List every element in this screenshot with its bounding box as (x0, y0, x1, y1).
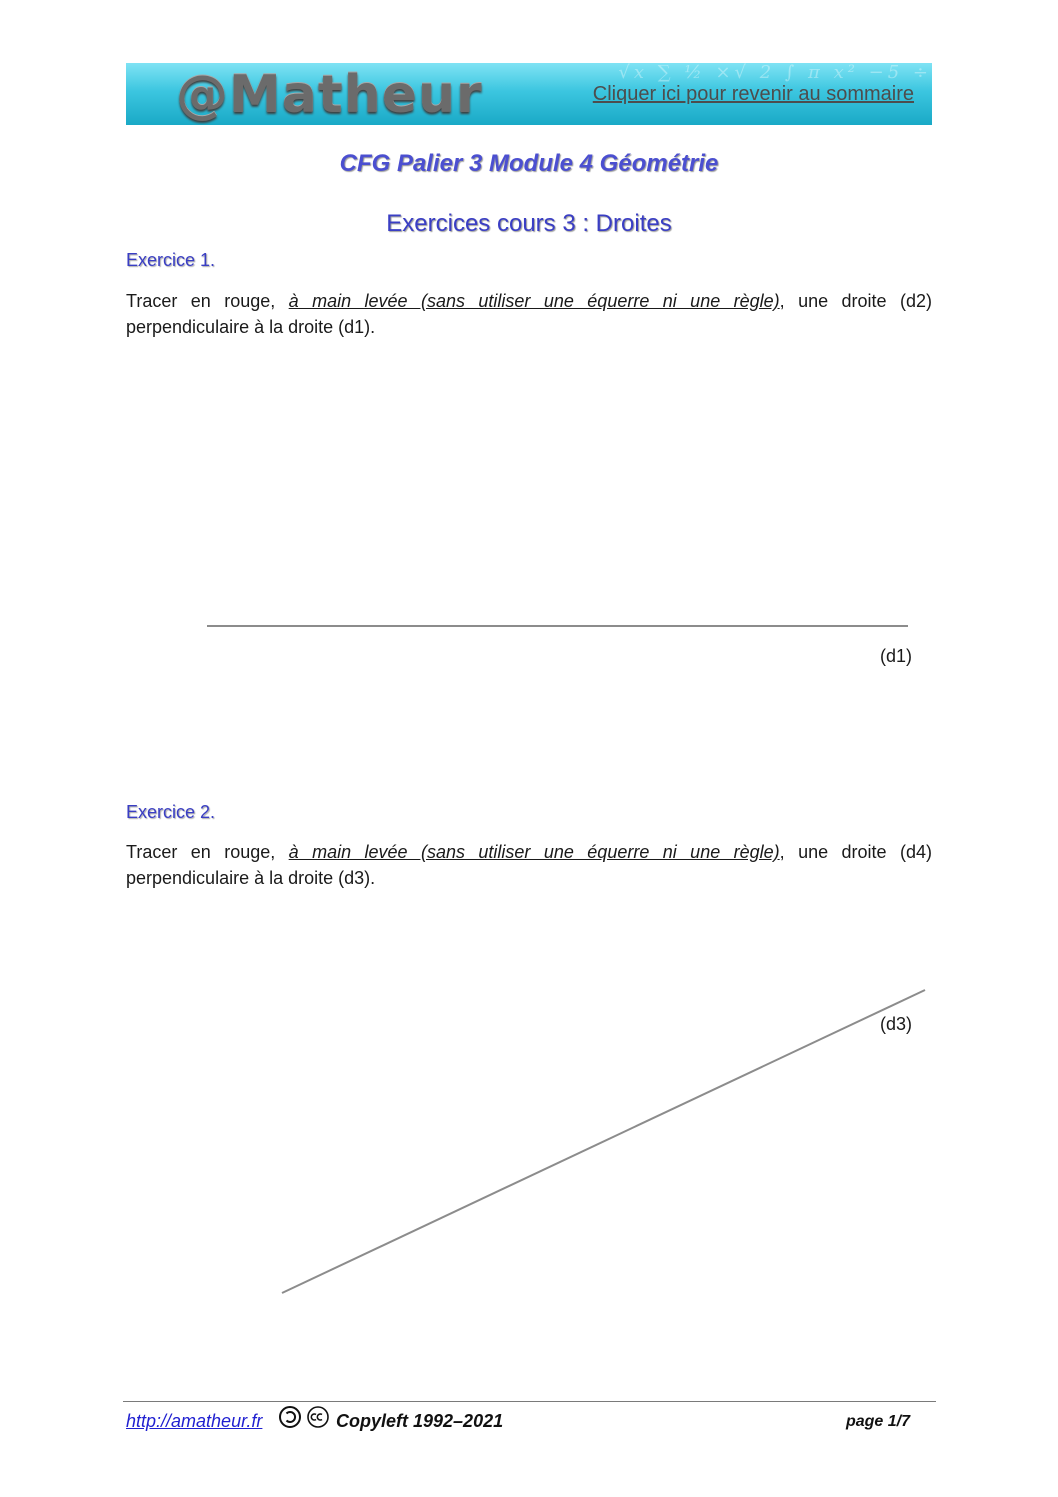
line-d3-label: (d3) (880, 1014, 913, 1034)
page-subtitle: Exercices cours 3 : Droites (386, 210, 672, 237)
copyleft-text: Copyleft 1992–2021 (336, 1411, 504, 1431)
creative-commons-icon (308, 1407, 328, 1427)
exercise-2-heading: Exercice 2. (126, 802, 216, 822)
exercise-1-text-end: , une droite (d2) perpendiculaire à la droite (d1). (126, 291, 932, 337)
back-to-summary-link[interactable]: Cliquer ici pour revenir au sommaire (592, 83, 914, 105)
exercise-1-text-start: Tracer en rouge, (126, 291, 289, 311)
banner-math-decoration: √x ∑ ½ ×√ 2 ∫ π x² −5 ÷ (618, 63, 932, 83)
page-number: page 1/7 (845, 1413, 910, 1430)
exercise-1-heading: Exercice 1. (126, 250, 216, 270)
footer-divider (123, 1401, 936, 1402)
exercise-1-text-emphasis: à main levée (sans utiliser une équerre ni une règle) (288, 291, 780, 311)
line-d1-label: (d1) (880, 646, 913, 666)
page-title: CFG Palier 3 Module 4 Géométrie (339, 150, 719, 177)
copyleft-cc-icons (278, 1405, 332, 1431)
line-d3 (282, 990, 925, 1293)
exercise-2-text-emphasis: à main levée (sans utiliser une équerre ni une règle) (288, 842, 780, 862)
copyleft-icon (280, 1407, 300, 1427)
exercise-2-text-start: Tracer en rouge, (126, 842, 289, 862)
footer-site-link[interactable]: http://amatheur.fr (126, 1411, 263, 1431)
site-logo: @Matheur (176, 65, 483, 125)
exercise-2-instructions (126, 839, 932, 891)
exercise-2-text-end: , une droite (d4) perpendiculaire à la droite (d3). (126, 842, 932, 888)
